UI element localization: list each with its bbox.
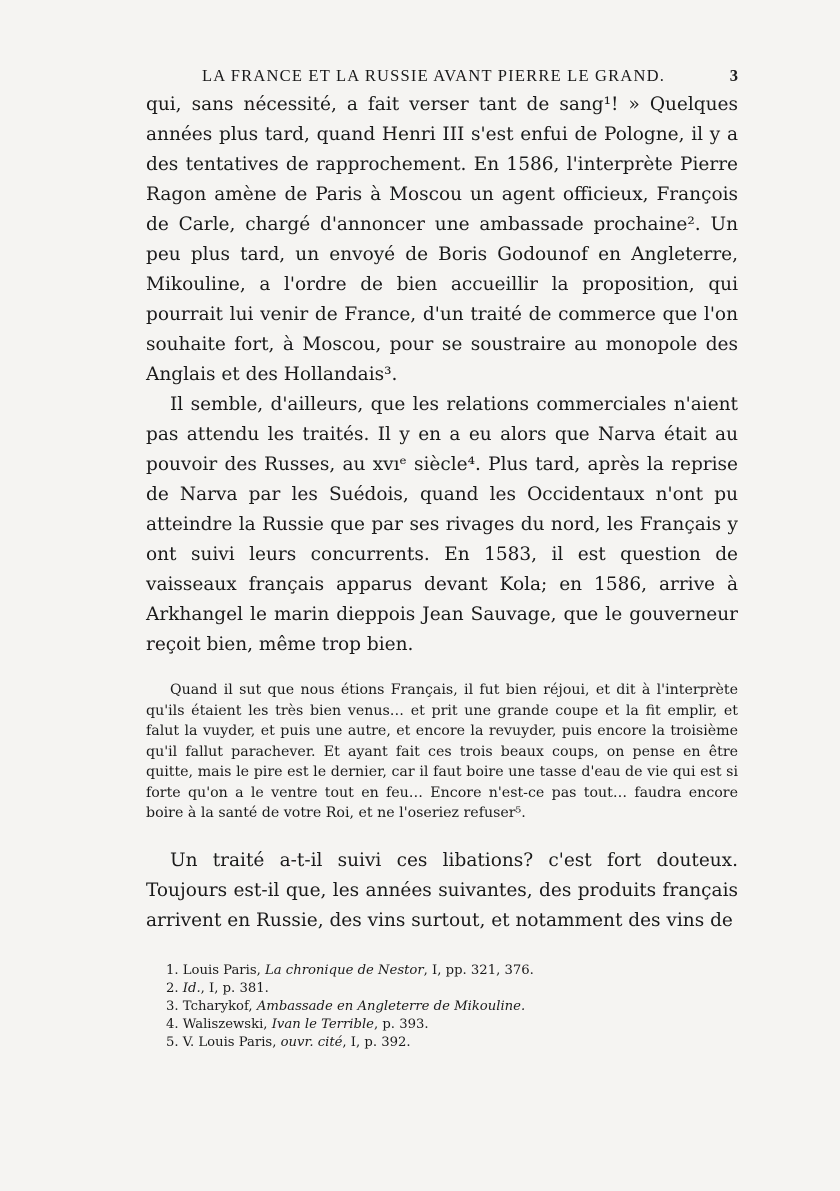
running-header <box>146 66 738 86</box>
paragraph-1: qui, sans nécessité, a fait verser tant de sang¹! » Quelques années plus tard, quand Henri III s'est enfui de Pologne, il y a des tentatives de rapprochement. En 1586, l'interprète Pierre Ragon amène de Paris à Moscou un agent officieux, François de Carle, chargé d'annoncer une ambassade prochaine². Un peu plus tard, un envoyé de Boris Godounof en Angleterre, Mikouline, a l'ordre de bien accueillir la proposition, qui pourrait lui venir de France, d'un traité de commerce que l'on souhaite fort, à Moscou, pour se soustraire au monopole des Anglais et des Hollandais³. <box>146 94 738 385</box>
closing-text <box>146 846 738 936</box>
paragraph-2: Il semble, d'ailleurs, que les relations commerciales n'aient pas attendu les traités. Il y en a eu alors que Narva était au pouvoir des Russes, au xvıᵉ siècle⁴. Plus tard, après la reprise de Narva par les Suédois, quand les Occidentaux n'ont pu atteindre la Russie que par ses rivages du nord, les Français y ont suivi leurs concurrents. En 1583, il est question de vaisseaux français apparus devant Kola; en 1586, arrive à Arkhangel le marin dieppois Jean Sauvage, que le gouverneur reçoit bien, même trop bien. <box>146 394 738 655</box>
footnote-2: 2. Id., I, p. 381. <box>166 980 269 996</box>
main-text <box>146 90 738 660</box>
page-number: 3 <box>729 66 738 85</box>
footnote-5: 5. V. Louis Paris, ouvr. cité, I, p. 392. <box>166 1034 411 1050</box>
footnote-4: 4. Waliszewski, Ivan le Terrible, p. 393. <box>166 1016 429 1032</box>
page-content <box>146 66 738 1052</box>
running-title: LA FRANCE ET LA RUSSIE AVANT PIERRE LE GRAND. <box>202 66 666 85</box>
block-quote: Quand il sut que nous étions Français, il fut bien réjoui, et dit à l'interprète qu'ils étaient les très bien venus… et prit une grande coupe et la fit emplir, et falut la vuyder, et puis une autre, et encore la revuyder, puis encore la troisième qu'il fallut parachever. Et ayant fait ces trois beaux coups, on pense en être quitte, mais le pire est le dernier, car il faut boire une tasse d'eau de vie qui est si forte qu'on a le ventre tout en feu… Encore n'est-ce pas tout… faudra encore boire à la santé de votre Roi, et ne l'oseriez refuser⁵. <box>146 682 738 821</box>
paragraph-3: Un traité a-t-il suivi ces libations? c'est fort douteux. Toujours est-il que, les années suivantes, des produits français arrivent en Russie, des vins surtout, et notamment des vins de <box>146 849 738 931</box>
footnote-1: 1. Louis Paris, La chronique de Nestor, I, pp. 321, 376. <box>166 962 534 978</box>
footnote-3: 3. Tcharykof, Ambassade en Angleterre de Mikouline. <box>166 998 526 1014</box>
footnotes <box>146 962 738 1052</box>
